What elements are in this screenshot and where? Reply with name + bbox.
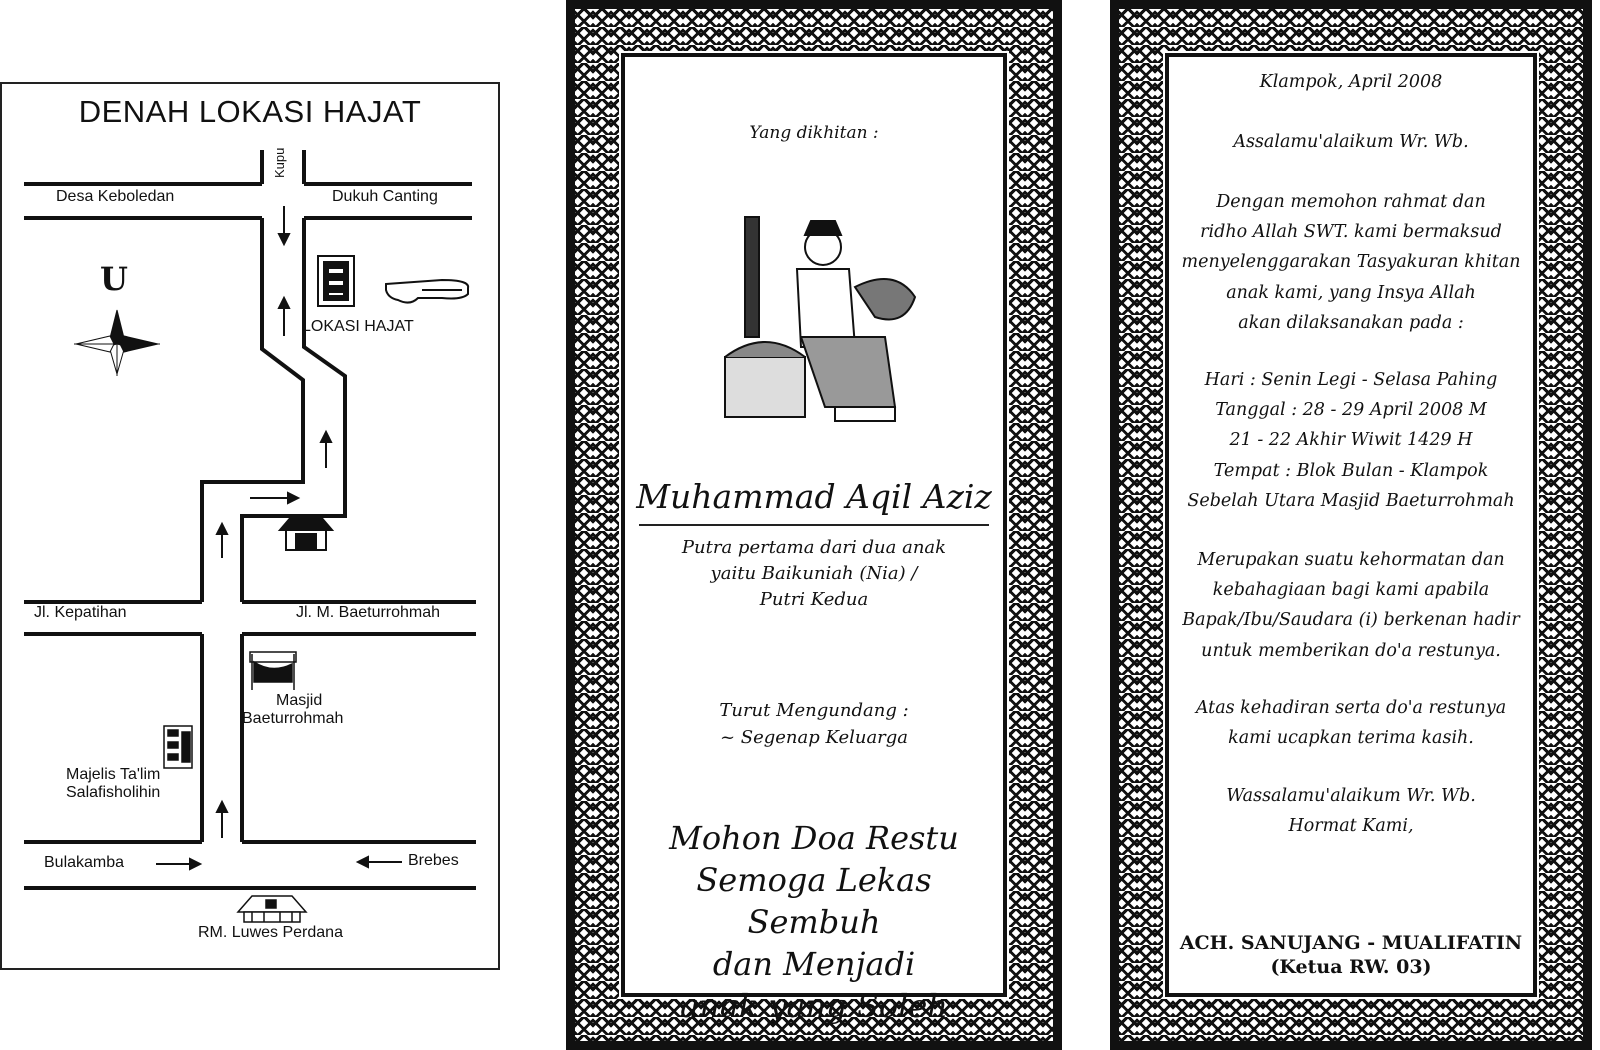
thanks-line: kami ucapkan terima kasih. (1228, 728, 1474, 749)
honor-line: Merupakan suatu kehormatan dan (1197, 550, 1505, 570)
closing-line: Hormat Kami, (1288, 816, 1414, 837)
doa-line: Semoga Lekas Sembuh (696, 861, 932, 941)
invitation-letter-card (1110, 0, 1592, 1050)
label-desa-keboledan: Desa Keboledan (56, 188, 175, 205)
detail-line: Hari : Senin Legi - Selasa Pahing (1204, 370, 1498, 390)
detail-line: Sebelah Utara Masjid Baeturrohmah (1187, 490, 1515, 511)
turut-line: Turut Mengundang : (719, 700, 909, 721)
label-majelis-name: Salafisholihin (66, 784, 161, 801)
building-icon (164, 726, 192, 768)
honor-line: kebahagiaan bagi kami apabila (1212, 580, 1490, 601)
honor-line: Bapak/Ibu/Saudara (i) berkenan hadir (1182, 610, 1520, 631)
label-majelis: Majelis Ta'lim (66, 766, 161, 783)
body-line: anak kami, yang Insya Allah (1226, 282, 1476, 303)
signature-name: ACH. SANUJANG - MUALIFATIN (1179, 932, 1523, 954)
label-lokasi-hajat: LOKASI HAJAT (302, 318, 414, 335)
doa-line: dan Menjadi (712, 945, 916, 983)
signature-title: (Ketua RW. 03) (1270, 956, 1432, 978)
detail-line: Tempat : Blok Bulan - Klampok (1213, 460, 1489, 481)
prayer-request (625, 817, 1003, 1027)
honor-line: untuk memberikan do'a restunya. (1201, 640, 1501, 661)
doa-line: anak yang Soleh (680, 987, 948, 1025)
location-map (0, 82, 500, 970)
body-line: Dengan memohon rahmat dan (1216, 192, 1486, 212)
mosque-icon (250, 652, 296, 690)
label-bulakamba: Bulakamba (44, 854, 125, 871)
label-dukuh-canting: Dukuh Canting (332, 188, 438, 205)
place-date: Klampok, April 2008 (1259, 72, 1443, 92)
event-details (1169, 365, 1533, 516)
body-line: menyelenggarakan Tasyakuran khitan (1181, 252, 1521, 273)
body-line: ridho Allah SWT. kami bermaksud (1200, 222, 1502, 243)
co-inviters (625, 697, 1003, 751)
card-content (1165, 53, 1537, 997)
thanks-line: Atas kehadiran serta do'a restunya (1195, 698, 1507, 718)
house-icon (318, 256, 354, 306)
compass-north-label: U (100, 260, 128, 298)
restaurant-icon (238, 896, 306, 922)
map-roads (2, 84, 498, 968)
desc-line: Putri Kedua (759, 589, 869, 610)
card-content (621, 53, 1007, 1025)
turut-line: ~ Segenap Keluarga (719, 727, 909, 748)
compass-icon (74, 310, 160, 376)
label-masjid-name: Baeturrohmah (242, 710, 344, 727)
label-jl-kepatihan: Jl. Kepatihan (34, 604, 127, 621)
label-rm-luwes-perdana: RM. Luwes Perdana (198, 924, 343, 941)
body-paragraph (1169, 187, 1533, 338)
child-description (625, 535, 1003, 613)
doa-line: Mohon Doa Restu (669, 819, 959, 857)
name-divider (639, 524, 989, 526)
child-name: Muhammad Aqil Aziz (636, 477, 992, 516)
shop-icon (280, 516, 332, 550)
closing-line: Wassalamu'alaikum Wr. Wb. (1226, 786, 1476, 806)
street-label-kupu: Kupu (272, 147, 287, 178)
honor-paragraph (1169, 545, 1533, 666)
desc-line: Putra pertama dari dua anak (681, 537, 947, 558)
intro-text: Yang dikhitan : (749, 123, 879, 143)
detail-line: Tanggal : 28 - 29 April 2008 M (1215, 400, 1487, 421)
boy-illustration (705, 207, 945, 437)
label-masjid: Masjid (276, 692, 323, 709)
label-jl-baeturrohmah: Jl. M. Baeturrohmah (296, 604, 441, 621)
map-title: DENAH LOKASI HAJAT (78, 94, 422, 129)
label-brebes: Brebes (408, 852, 459, 869)
detail-line: 21 - 22 Akhir Wiwit 1429 H (1229, 430, 1473, 451)
greeting: Assalamu'alaikum Wr. Wb. (1233, 132, 1469, 152)
body-line: akan dilaksanakan pada : (1238, 312, 1464, 333)
invitation-cover-card (566, 0, 1062, 1050)
direction-arrows (156, 206, 402, 869)
signature (1169, 931, 1533, 979)
desc-line: yaitu Baikuniah (Nia) / (710, 563, 918, 584)
closing (1169, 781, 1533, 841)
pointing-hand-icon (386, 280, 468, 303)
thanks-paragraph (1169, 693, 1533, 753)
